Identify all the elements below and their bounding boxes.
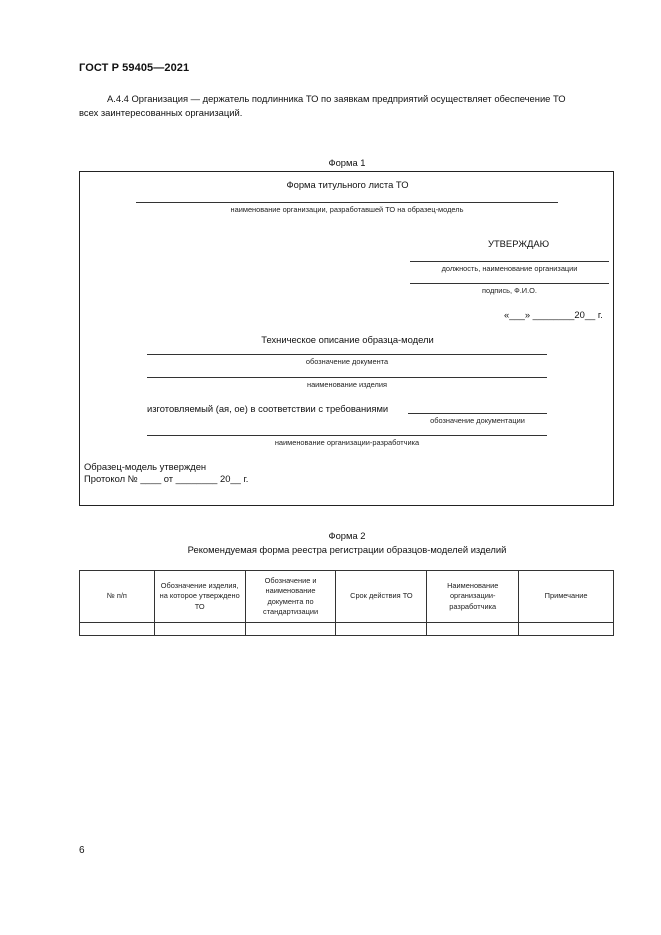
table-cell bbox=[519, 623, 614, 636]
documentation-line bbox=[408, 413, 547, 414]
column-header: Обозначение изделия, на которое утверждено ТО bbox=[154, 571, 245, 623]
column-header: Наименование организации-разработчика bbox=[427, 571, 519, 623]
product-line bbox=[147, 377, 547, 378]
form1-title: Форма титульного листа ТО bbox=[286, 179, 409, 190]
position-caption: должность, наименование организации bbox=[441, 264, 578, 273]
documentation-caption: обозначение документации bbox=[430, 416, 525, 425]
org-caption: наименование организации, разработавшей ТО на образец-модель bbox=[230, 205, 464, 214]
standard-header: ГОСТ Р 59405—2021 bbox=[79, 62, 190, 74]
signature-line bbox=[410, 283, 609, 284]
manufactured-text: изготовляемый (ая, ое) в соответствии с требованиями bbox=[147, 403, 389, 414]
org-line bbox=[136, 202, 558, 203]
form2-label: Форма 2 bbox=[328, 530, 366, 541]
developer-line bbox=[147, 435, 547, 436]
document-title: Техническое описание образца-модели bbox=[261, 334, 434, 345]
column-header: Срок действия ТО bbox=[336, 571, 427, 623]
product-caption: наименование изделия bbox=[306, 380, 387, 389]
page-number: 6 bbox=[79, 845, 85, 856]
form1-frame bbox=[79, 171, 614, 506]
column-header: Примечание bbox=[519, 571, 614, 623]
registry-table bbox=[79, 570, 614, 636]
registry-header-row bbox=[80, 571, 614, 623]
paragraph-line-1: А.4.4 Организация — держатель подлинника ТО по заявкам предприятий осуществляет обеспечение ТО bbox=[107, 93, 566, 104]
doc-designation-line bbox=[147, 354, 547, 355]
column-header: Обозначение и наименование документа по стандартизации bbox=[245, 571, 336, 623]
table-cell bbox=[154, 623, 245, 636]
section-paragraph bbox=[79, 92, 615, 120]
paragraph-line-2: всех заинтересованных организаций. bbox=[79, 107, 243, 118]
position-line bbox=[410, 261, 609, 262]
doc-designation-caption: обозначение документа bbox=[305, 357, 389, 366]
table-cell bbox=[245, 623, 336, 636]
approved-model-text: Образец-модель утвержден bbox=[84, 461, 207, 472]
approve-heading: УТВЕРЖДАЮ bbox=[488, 238, 550, 249]
table-cell bbox=[427, 623, 519, 636]
protocol-text: Протокол № ____ от ________ 20__ г. bbox=[84, 473, 249, 484]
table-cell bbox=[336, 623, 427, 636]
column-header: № п/п bbox=[80, 571, 155, 623]
approval-date: «___» ________20__ г. bbox=[504, 309, 603, 320]
developer-caption: наименование организации-разработчика bbox=[274, 438, 420, 447]
form1-label: Форма 1 bbox=[328, 157, 366, 168]
table-row bbox=[80, 623, 614, 636]
signature-caption: подпись, Ф.И.О. bbox=[482, 286, 537, 295]
table-cell bbox=[80, 623, 155, 636]
form2-title: Рекомендуемая форма реестра регистрации образцов-моделей изделий bbox=[187, 544, 507, 555]
